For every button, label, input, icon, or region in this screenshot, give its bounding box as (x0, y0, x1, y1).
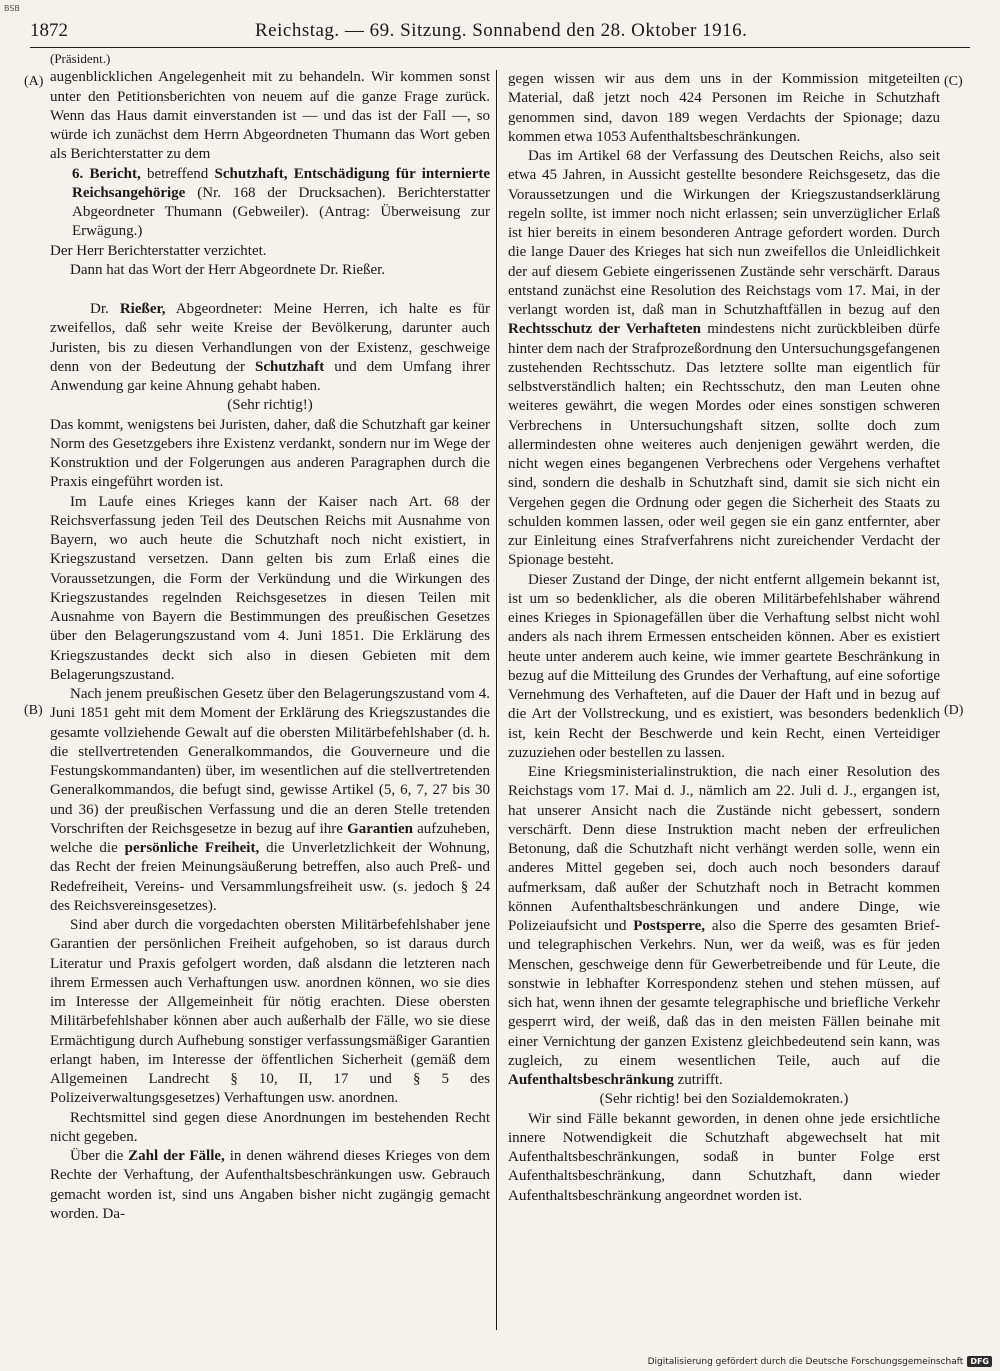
dfg-logo: DFG (967, 1356, 992, 1367)
paragraph: Dieser Zustand der Dinge, der nicht entfernt allgemein bekannt ist, ist um so bedenklicher, als die oberen Militärbefehlshaber während eines Krieges in Spionagefällen über die Verhaftung selbst nicht wohl anders als nach ihrem Ermessen entscheiden können. Aber es existiert heute unter anderem auch keine, wie immer geartete Beschränkung in bezug auf die Mitteilung des Grundes der Verhaftung, auf eine sofortige Vernehmung des Verhafteten, auf die Dauer der Haft und in bezug auf die Art der Vollstreckung, und es existiert, was besonders bedenklich ist, kein Recht der Beschwerde und kein Recht, einen Verteidiger zuzuziehen oder bestellen zu lassen. (508, 571, 940, 761)
interjection: (Sehr richtig! bei den Sozialdemokraten.) (599, 1091, 849, 1108)
speaker-name: Rießer, (119, 301, 166, 317)
margin-mark-a: (A) (24, 74, 44, 89)
paragraph: augenblicklichen Angelegenheit mit zu behandeln. Wir kommen sonst unter den Petitionsberichten von neuem auf die ganze Frage zurück. Wenn das Haus damit einverstanden ist — und das ist der Fall —, so würde ich zunächst dem Herrn Abgeordneten Thumann das Wort geben als Berichterstatter zu dem (50, 69, 490, 163)
agenda-item-title: Schutzhaft, Entschädigung für internierte Reichsangehörige (72, 165, 491, 201)
right-column (508, 70, 940, 1206)
left-column (50, 49, 490, 1224)
paragraph: Wir sind Fälle bekannt geworden, in denen ohne jede ersichtliche innere Notwendigkeit die Schutzhaft abgewechselt hat mit Aufenthaltsbeschränkungen, sodaß in bunter Folge erst Aufenthaltsbeschränkung, dann Schutzhaft, dann wieder Aufenthaltsbeschränkung angeordnet worden ist. (508, 1110, 940, 1204)
paragraph: Das kommt, wenigstens bei Juristen, daher, daß die Schutzhaft gar keiner Norm des Gesetzgebers ihre Existenz verdankt, sondern nur im Wege der Konstruktion und der Folgerungen aus anderen Paragraphen durch die Praxis eingeführt worden ist. (50, 416, 490, 491)
paragraph: Im Laufe eines Krieges kann der Kaiser nach Art. 68 der Reichsverfassung jeden Teil des Deutschen Reichs mit Ausnahme von Bayern, wo auch heute die Schutzhaft noch nicht existiert, in Kriegszustand versetzen. Dann gelten bis zum Erlaß eines die Voraussetzungen, die Form der Verkündung und die Wirkungen des Kriegszustandes regelnden Reichsgesetzes in diesen Teilen mit Ausnahme von Bayern die Bestimmungen des preußischen Gesetzes über den Belagerungszustand vom 4. Juni 1851. Die Erklärung des Kriegszustandes deckt sich also in diesen Gebieten mit dem Belagerungszustand. (50, 493, 490, 683)
footer-text: Digitalisierung gefördert durch die Deutsche Forschungsgemeinschaft (647, 1356, 964, 1367)
header-rule (30, 47, 970, 48)
agenda-item: 6. Bericht, betreffend Schutzhaft, Entschädigung für internierte Reichsangehörige (Nr. 168 der Drucksachen). Berichterstatter Abgeordneter Thumann (Gebweiler). (Antrag: Überweisung zur Erwägung.) (72, 165, 491, 240)
paragraph: Das im Artikel 68 der Verfassung des Deutschen Reichs, also seit etwa 45 Jahren, in Aussicht gestellte besondere Reichsgesetz, das die Voraussetzungen und die Wirkungen der Kriegszustandserklärung regeln sollte, ist immer noch nicht erlassen; sein unverzüglicher Erlaß ist hier bereits in einem besonderen Antrage gefordert worden. Durch die lange Dauer des Krieges hat sich nun zweifellos die Unleidlichkeit der auf diesem Gebiete eingerissenen Zustände sehr verschärft. Daraus entstand zunächst eine Resolution des Reichstags vom 17. Mai, in der verlangt worden ist, daß man in Schutzhaftfällen in bezug auf den Rechtsschutz der Verhafteten mindestens nicht zurückbleiben dürfe hinter dem nach der Strafprozeßordnung den Untersuchungsgefangenen zustehenden Rechtsschutz. Das letztere sollte man eigentlich für selbstverständlich halten; ein Rechtsschutz, den man Leuten ohne weiteres gewährt, die wegen Mordes oder eines sonstigen schweren Verbrechens in Untersuchungshaft sitzen, sollte doch zum allermindesten ohne weiteres auch denjenigen gewährt werden, die nicht wegen eines begangenen Verbrechens oder Vergehens verhaftet sind, sondern die deshalb in Schutzhaft sind, damit sie sich nicht ein Vergehen gegen die Ordnung oder gegen die Sicherheit des Staats zu schulden kommen lassen, oder weil gegen sie ein ganz entfernter, aber zur Einleitung eines Strafverfahrens nicht zureichender Verdacht der Spionage besteht. (508, 148, 940, 569)
library-mark: BSB (4, 4, 20, 13)
speaker-role: (Präsident.) (50, 51, 111, 66)
paragraph: Der Herr Berichterstatter verzichtet. (50, 242, 267, 259)
digitization-footer (648, 1356, 992, 1367)
paragraph: Rechtsmittel sind gegen diese Anordnungen im bestehenden Recht nicht gegeben. (50, 1109, 490, 1145)
paragraph: Eine Kriegsministerialinstruktion, die nach einer Resolution des Reichstags vom 17. Mai d. J., nämlich am 22. Juli d. J., ergangen ist, hat unserer Ansicht nach die Zustände nicht gebessert, sondern verschärft. Denn diese Instruktion macht neben der erfreulichen Betonung, daß die Schutzhaft nicht verhängt werden solle, wenn ein anderes Mittel gegeben sei, doch auch noch besonders darauf aufmerksam, daß außer der Schutzhaft noch in Betracht kommen können Aufenthaltsbeschränkungen und andere Dinge, wie Polizeiaufsicht und Postsperre, also die Sperre des gesamten Brief- und telegraphischen Verkehrs. Nun, wer da weiß, was es für jeden Menschen, geschweige denn für Gewerbetreibende und für Leute, die sonstwie in lebhafter Korrespondenz stehen und stehen müssen, auf sich hat, wenn ihnen der gesamte telegraphische und briefliche Verkehr gesperrt wird, der weiß, daß das in den meisten Fällen beinahe mit einer Vernichtung der ganzen Existenz gleichbedeutend sein kann, was zugleich, zu einem wesentlichen Teile, auch auf die Aufenthaltsbeschränkung zutrifft. (508, 764, 940, 1088)
interjection: (Sehr richtig!) (227, 397, 313, 414)
margin-mark-b: (B) (24, 703, 43, 718)
paragraph: Sind aber durch die vorgedachten obersten Militärbefehlshaber jene Garantien der persönlichen Freiheit aufgehoben, so ist daraus durch Literatur und Praxis gefolgert worden, daß alsdann die letzteren nach ihrem Ermessen auch Verhaftungen usw. anordnen können, wo sie dies im Interesse der Allgemeinheit für nötig erachten. Diese obersten Militärbefehlshaber können aber auch außerhalb der Fälle, wo sie diese Ermächtigung durch Aufhebung sonstiger verfassungsmäßiger Garantien erlangt haben, im Interesse der öffentlichen Sicherheit (gemäß dem Allgemeinen Landrecht § 10, II, 17 und § 5 des Polizeiverwaltungsgesetzes) Verhaftungen usw. anordnen. (50, 917, 490, 1107)
paragraph: Dann hat das Wort der Herr Abgeordnete Dr. Rießer. (70, 261, 386, 278)
paragraph: Nach jenem preußischen Gesetz über den Belagerungszustand vom 4. Juni 1851 geht mit dem Moment der Erklärung des Kriegszustandes die gesamte vollziehende Gewalt auf die obersten Militärbefehlshaber (d. h. die stellvertretenden Generalkommandos, die Gouverneure und die Festungskommandanten) über, im wesentlichen auf die stellvertretenden Generalkommandos, die befugt sind, gewisse Artikel (5, 6, 7, 27 bis 30 und 36) der preußischen Verfassung und die an deren Stelle tretenden Vorschriften der Reichsgesetze in bezug auf ihre Garantien aufzuheben, welche die persönliche Freiheit, die Unverletzlichkeit der Wohnung, das Recht der freien Meinungsäußerung betreffen, also auch Preß- und Redefreiheit, Vereins- und Versammlungsfreiheit usw. (s. jedoch § 24 des Reichsvereinsgesetzes). (50, 686, 491, 914)
paragraph: gegen wissen wir aus dem uns in der Kommission mitgeteilten Material, daß jetzt noch 424 Personen im Reiche in Schutzhaft genommen sind, davon 189 wegen Verdachts der Spionage; dazu kommen etwa 1053 Aufenthaltsbeschränkungen. (508, 71, 940, 145)
margin-mark-c: (C) (944, 74, 963, 89)
agenda-item-number: 6. Bericht, (72, 165, 141, 182)
margin-mark-d: (D) (944, 703, 964, 718)
speech-opening: Dr. Rießer, Abgeordneter: Meine Herren, ich halte es für zweifellos, daß sehr weite Kreise der Bevölkerung, darunter auch Juristen, bis zu diesen Verhandlungen von der Existenz, geschweige denn von der Bedeutung der Schutzhaft und dem Umfang ihrer Anwendung gar keine Ahnung gehabt haben. (50, 301, 491, 394)
page-number: 1872 (30, 20, 68, 41)
column-divider (496, 70, 497, 1330)
paragraph: Über die Zahl der Fälle, in denen während dieses Krieges von dem Rechte der Verhaftung, der Aufenthaltsbeschränkungen usw. Gebrauch gemacht worden ist, sind uns Angaben bisher nicht zugängig gemacht worden. Da- (50, 1148, 491, 1222)
page-title: Reichstag. — 69. Sitzung. Sonnabend den 28. Oktober 1916. (255, 20, 748, 41)
page-header (30, 20, 970, 48)
